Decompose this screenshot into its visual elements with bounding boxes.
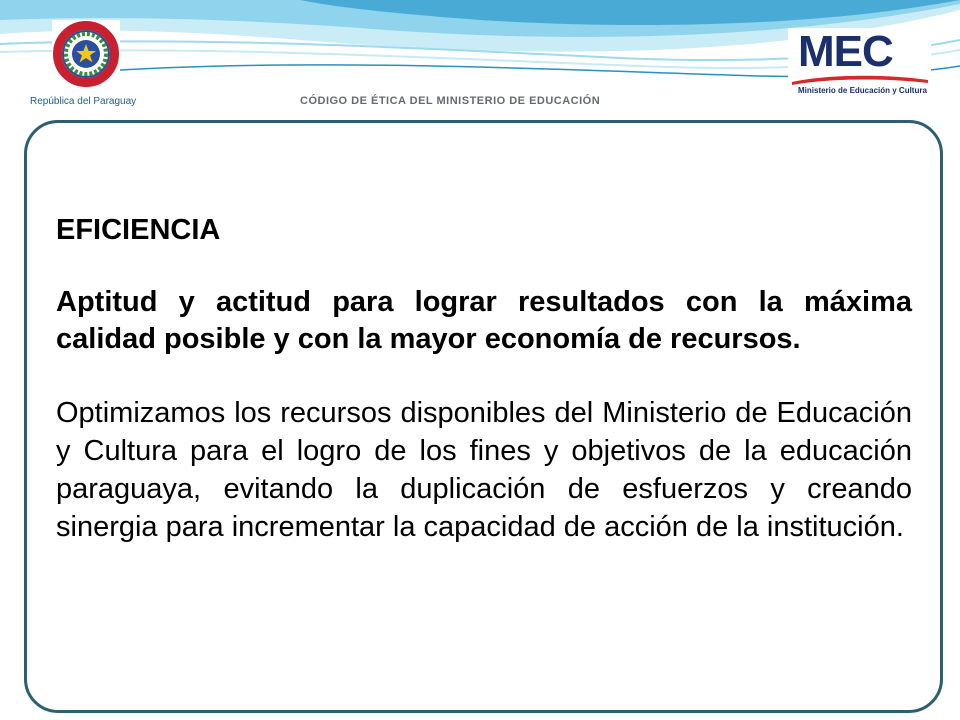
document-title: CÓDIGO DE ÉTICA DEL MINISTERIO DE EDUCACIÓN — [300, 95, 601, 107]
republic-caption: República del Paraguay — [30, 96, 137, 107]
content-text-block — [56, 212, 912, 546]
mec-logo — [788, 28, 931, 102]
mec-wordmark: MEC — [798, 27, 893, 76]
body-paragraph: Optimizamos los recursos disponibles del Ministerio de Educación y Cultura para el logro de los fines y objetivos de la educación paraguaya, evitando la duplicación de esfuerzos y creando sinergia para incrementar la capacidad de acción de la institución. — [56, 397, 912, 543]
mec-red-swoosh — [788, 72, 931, 86]
section-heading: EFICIENCIA — [56, 214, 221, 246]
paraguay-seal-logo — [52, 20, 120, 88]
definition-paragraph: Aptitud y actitud para lograr resultados con la máxima calidad posible y con la mayor economía de recursos. — [56, 286, 912, 355]
mec-subtitle: Ministerio de Educación y Cultura — [798, 86, 927, 95]
